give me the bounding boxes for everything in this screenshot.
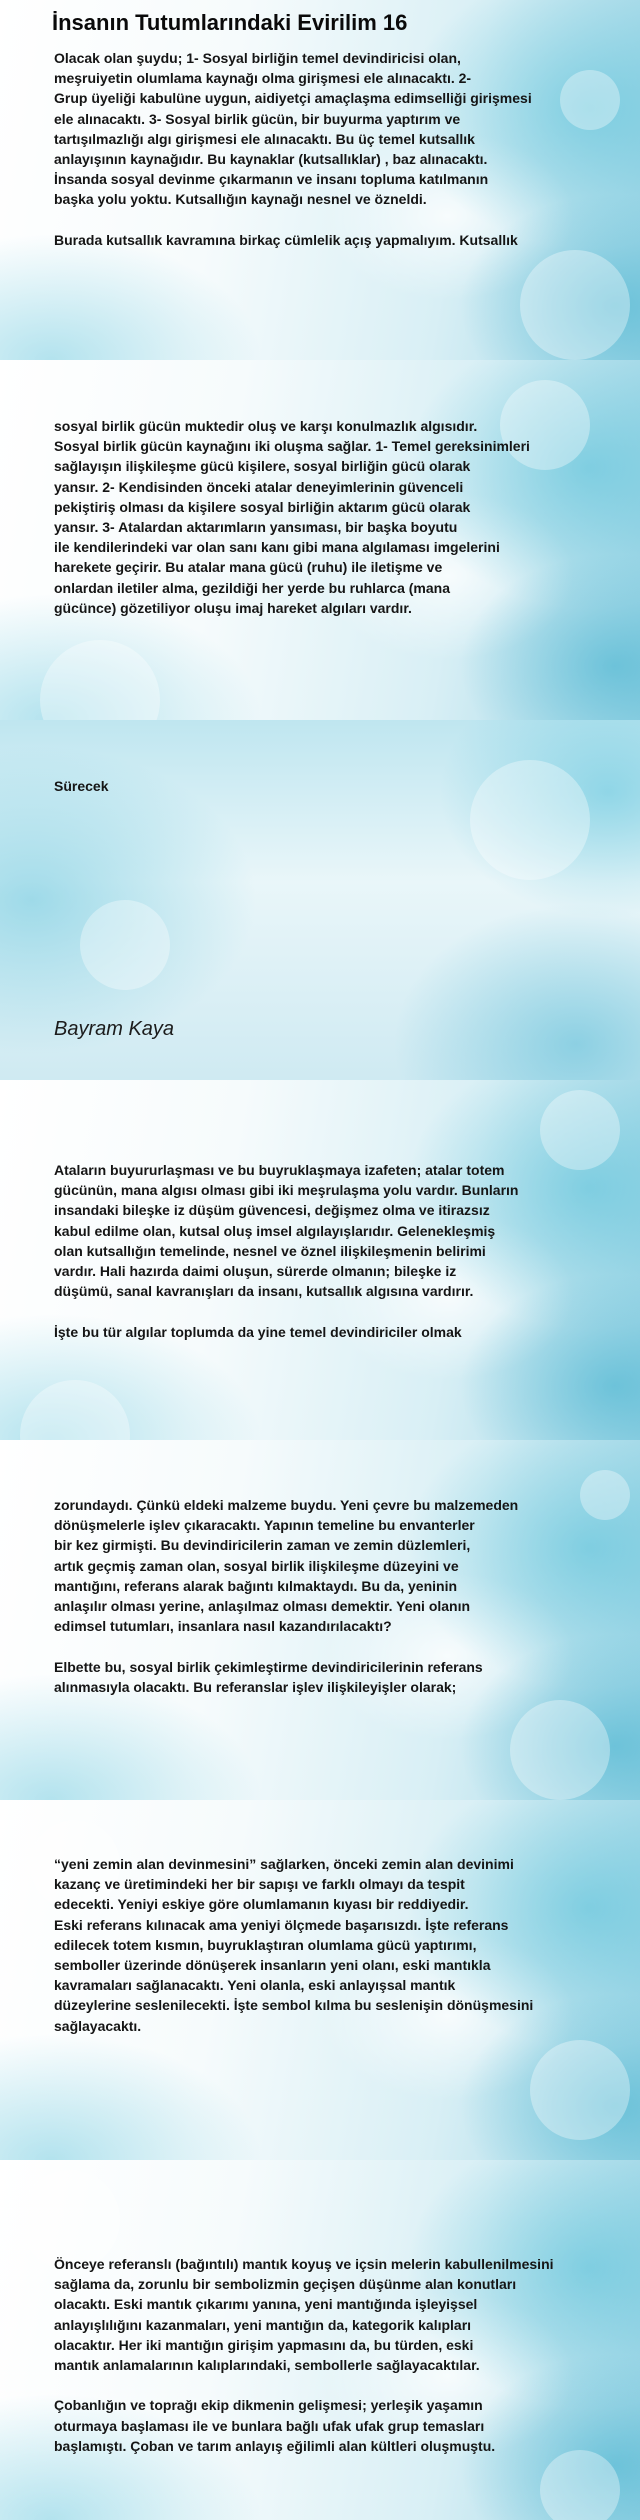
slide-panel-5 <box>0 1440 640 1800</box>
page-title: İnsanın Tutumlarındaki Evirilim 16 <box>52 10 408 35</box>
slide-panel-4 <box>0 1080 640 1440</box>
bokeh-decoration <box>20 1380 130 1440</box>
slide-panel-2 <box>0 360 640 720</box>
bokeh-decoration <box>80 900 170 990</box>
paragraph-block: Ataların buyururlaşması ve bu buyruklaşmaya izafeten; atalar totem gücünün, mana algısı olması gibi iki meşrulaşma yolu vardır. Bunların insandaki bileşke iz düşüm güvencesi, değişmez olma ve itirazsız kabul edilme olan, kutsal oluş imsel algılayışlarıdır. Gelenekleşmiş olan kutsallığın temelinde, nesnel ve öznel ilişkileşmenin belirimi vardır. Hali hazırda daimi oluşun, sürerde olmanın; bileşke iz düşümü, sanal kavranışları da insanı, kutsallık algısına vardırır. İşte bu tür algılar toplumda da yine temel devindiriciler olmak <box>54 1162 519 1340</box>
bokeh-decoration <box>510 1700 610 1800</box>
paragraph-block: sosyal birlik gücün muktedir oluş ve karşı konulmazlık algısıdır. Sosyal birlik gücün kaynağını iki oluşma sağlar. 1- Temel gereksinimleri sağlayışın ilişkileşme gücü kişilere, sosyal birliğin gücü olarak yansır. 2- Kendisinden önceki atalar deneyimlerinin güvenceli pekiştiriş olması da kişilere sosyal birliğin aktarım gücü olarak yansır. 3- Atalardan aktarımların yansıması, bir başka boyutu ile kendilerindeki var olan sanı kanı gibi mana algılaması imgelerini harekete geçirir. Bu atalar mana gücü (ruhu) ile iletişme ve onlardan iletiler alma, gezildiği her yerde bu ruhlarca (mana gücünce) gözetiliyor oluşu imaj hareket algıları vardır. <box>54 418 530 616</box>
slide-panel-3 <box>0 720 640 1080</box>
paragraph-block: Olacak olan şuydu; 1- Sosyal birliğin temel devindiricisi olan, meşruiyetin olumlama kaynağı olma girişmesi ele alınacaktı. 2- Grup üyeliği kabulüne uygun, aidiyetçi amaçlaşma edimselliği girişmesi ele alınacaktı. 3- Sosyal birlik gücün, bir buyurma yaptırım ve tartışılmazlığı algı girişmesi ele alınacaktı. Bu üç temel kutsallık anlayışının kaynağıdır. Bu kaynaklar (kutsallıklar) , baz alınacaktı. İnsanda sosyal devinme çıkarmanın ve insanı topluma katılmanın başka yolu yoktu. Kutsallığın kaynağı nesnel ve özneldi. Burada kutsallık kavramına birkaç cümlelik açış yapmalıyım. Kutsallık <box>54 50 532 248</box>
bokeh-decoration <box>530 2040 630 2140</box>
slide-panel-6 <box>0 1800 640 2160</box>
bokeh-decoration <box>540 1090 620 1170</box>
paragraph-block: “yeni zemin alan devinmesini” sağlarken, önceki zemin alan devinimi kazanç ve üretimindeki her bir sapışı ve farklı olmayı da tespit edecekti. Yeniyi eskiye göre olumlamanın kıyası bir reddiyedir. Eski referans kılınacak ama yeniyi ölçmede başarısızdı. İşte referans edilecek totem kısmın, buyruklaştıran olumlama gücü yaptırımı, semboller üzerinde dönüşerek insanların yeni olanı, eski mantıkla kavramaları sağlanacaktı. Yeni olanla, eski anlayışsal mantık düzeylerine seslenilecekti. İşte sembol kılma bu seslenişin dönüşmesini sağlayacaktı. <box>54 1856 534 2034</box>
paragraph-block: zorundaydı. Çünkü eldeki malzeme buydu. Yeni çevre bu malzemeden dönüşmelerle işlev çıkaracaktı. Yapının temeline bu envanterler bir kez girmişti. Bu devindiricilerin zaman ve zemin düzlemleri, artık geçmiş zaman olan, sosyal birlik ilişkileşme düzeyini ve mantığını, referans alarak bağıntı kılmaktaydı. Bu da, yeninin anlaşılır olması yerine, anlaşılmaz olması demektir. Yeni olanın edimsel tutumları, insanlara nasıl kazandırılacaktı? Elbette bu, sosyal birlik çekimleştirme devindiricilerinin referans alınmasıyla olacaktı. Bu referanslar işlev ilişkileyişler olarak; <box>54 1497 519 1695</box>
bokeh-decoration <box>520 250 630 360</box>
paragraph-block: Önceye referanslı (bağıntılı) mantık koyuş ve içsin melerin kabullenilmesini sağlama da, zorunlu bir sembolizmin geçişen düşünme alan konutları olacaktı. Eski mantık çıkarımı yanına, yeni mantığında işleyişsel anlayışlılığını kazanmaları, yeni mantığın da, kategorik kalıpları olacaktır. Her iki mantığın girişim yapmasını da, bu türden, eski mantık anlamalarının kalıplarındaki, sembollerle sağlayacaktılar. Çobanlığın ve toprağı ekip dikmenin gelişmesi; yerleşik yaşamın oturmaya başlaması ile ve bunlara bağlı ufak ufak grup temasları başlamıştı. Çoban ve tarım anlayış eğilimli alan kültleri oluşmuştu. <box>54 2256 554 2454</box>
slide-panel-1 <box>0 0 640 360</box>
bokeh-decoration <box>40 640 160 720</box>
author-name: Bayram Kaya <box>54 1018 175 1040</box>
bokeh-decoration <box>540 2450 620 2520</box>
slide-panel-7 <box>0 2160 640 2520</box>
continued-note: Sürecek <box>54 778 109 794</box>
